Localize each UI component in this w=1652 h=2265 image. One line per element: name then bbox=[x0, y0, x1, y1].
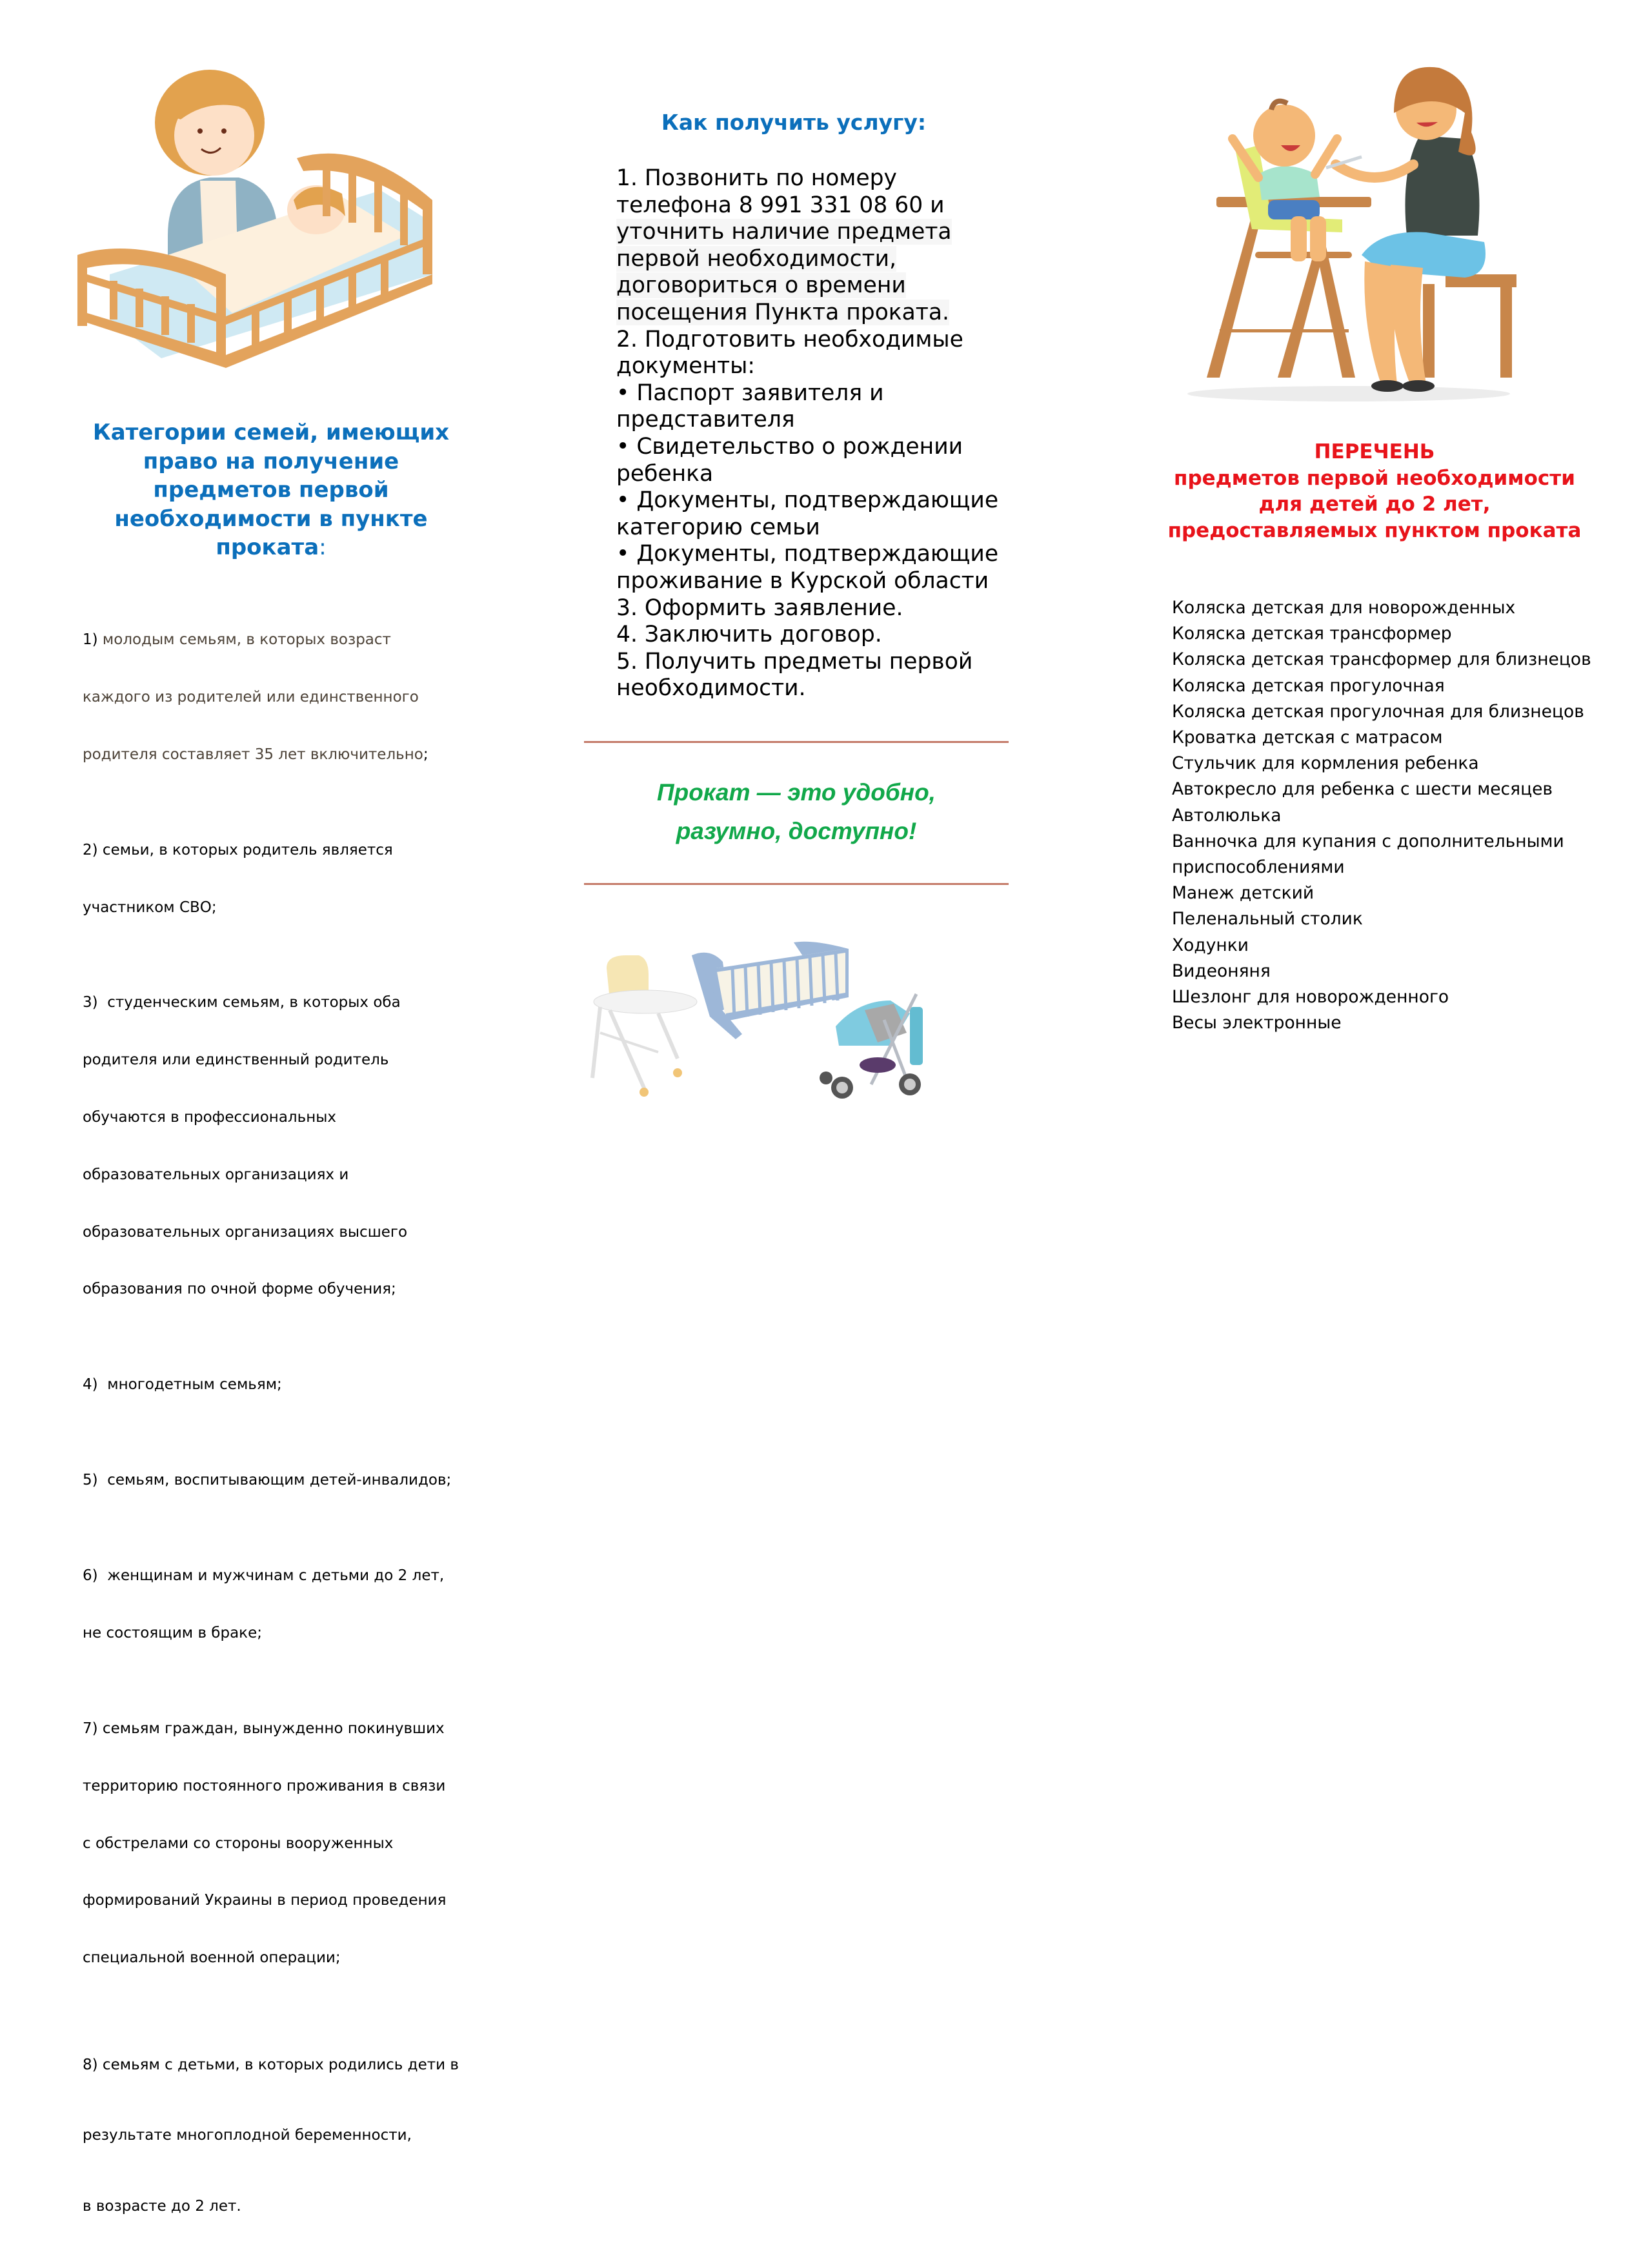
feeding-illustration-icon bbox=[1168, 55, 1516, 403]
category-item bbox=[83, 1681, 496, 2006]
category-line bbox=[83, 1567, 496, 1586]
rental-item: Стульчик для кормления ребенка bbox=[1172, 753, 1479, 774]
category-number: 6) bbox=[83, 1567, 98, 1585]
category-line bbox=[83, 746, 496, 765]
category-line bbox=[83, 1471, 496, 1490]
category-line: образовательных организациях и bbox=[83, 1166, 349, 1183]
step-line bbox=[616, 568, 1003, 595]
step-line bbox=[616, 407, 1003, 434]
rental-item: Коляска детская для новорожденных bbox=[1172, 598, 1516, 618]
step-line bbox=[616, 622, 1003, 649]
category-item bbox=[83, 1337, 496, 1433]
category-item bbox=[83, 803, 496, 956]
eligible-categories-list bbox=[83, 593, 496, 2265]
step-text: • Свидетельство о рождении bbox=[616, 433, 963, 460]
rental-item: Автокресло для ребенка с шести месяцев bbox=[1172, 779, 1553, 800]
category-text: студенческим семьям, в которых оба bbox=[102, 994, 401, 1011]
category-line: родителя или единственный родитель bbox=[83, 1051, 389, 1069]
heading-line: предоставляемых пунктом проката bbox=[1167, 518, 1582, 542]
mother-crib-illustration bbox=[71, 61, 452, 384]
step-text: необходимости. bbox=[616, 675, 806, 702]
category-number: 7) bbox=[83, 1720, 98, 1738]
category-line bbox=[83, 1720, 496, 1739]
category-line: образовательных организациях высшего bbox=[83, 1223, 408, 1241]
category-item bbox=[83, 1433, 496, 1529]
category-text: семьи, в которых родитель является bbox=[102, 841, 393, 858]
step-text: посещения Пункта проката. bbox=[616, 299, 949, 325]
step-text: первой необходимости, bbox=[616, 245, 897, 272]
rental-item: Коляска детская трансформер bbox=[1172, 624, 1452, 644]
step-line bbox=[616, 272, 1003, 300]
category-line bbox=[83, 631, 496, 650]
step-text: телефона 8 991 331 08 60 и bbox=[616, 192, 945, 218]
category-number: 3) bbox=[83, 994, 98, 1011]
category-text: молодым семьям, в которых возраст bbox=[102, 631, 391, 649]
rental-item: Коляска детская прогулочная bbox=[1172, 675, 1445, 696]
step-line bbox=[616, 246, 1003, 273]
step-text: • Паспорт заявителя и bbox=[616, 380, 884, 406]
heading-last-word: проката bbox=[216, 534, 319, 560]
high-chair-icon bbox=[592, 955, 697, 1097]
rental-item: Манеж детский bbox=[1172, 883, 1315, 904]
step-line bbox=[616, 675, 1003, 702]
rental-item: Автолюлька bbox=[1172, 805, 1282, 826]
category-line bbox=[83, 1376, 496, 1395]
crib-photo-icon bbox=[692, 942, 849, 1039]
baby-equipment-photo bbox=[587, 929, 962, 1104]
rental-item: Шезлонг для новорожденного bbox=[1172, 987, 1449, 1008]
rental-item: Коляска детская трансформер для близнецов bbox=[1172, 649, 1591, 670]
heading-line: предметов первой bbox=[153, 477, 389, 503]
rental-item: Весы электронные bbox=[1172, 1013, 1342, 1033]
rental-item: Ванночка для купания с дополнительными bbox=[1172, 831, 1564, 851]
step-line bbox=[616, 327, 1003, 354]
step-text: • Документы, подтверждающие bbox=[616, 487, 999, 514]
step-line bbox=[616, 487, 1003, 514]
items-list-heading bbox=[1136, 439, 1613, 543]
category-text: семьям с детьми, в которых родились дети в bbox=[102, 2056, 459, 2073]
step-line bbox=[616, 434, 1003, 461]
rental-items-list bbox=[1172, 595, 1624, 1036]
category-text: женщинам и мужчинам с детьми до 2 лет, bbox=[102, 1567, 445, 1585]
step-text: 3. Оформить заявление. bbox=[616, 594, 903, 621]
category-line: с обстрелами со стороны вооруженных bbox=[83, 1834, 394, 1852]
crib-illustration-icon bbox=[71, 61, 452, 384]
step-line bbox=[616, 192, 1003, 219]
category-line: образования по очной форме обучения; bbox=[83, 1281, 396, 1298]
heading-line: право на получение bbox=[143, 448, 399, 474]
category-number: 8) bbox=[83, 2056, 98, 2073]
step-line bbox=[616, 649, 1003, 676]
category-item bbox=[83, 593, 496, 803]
step-text: категорию семьи bbox=[616, 514, 820, 540]
category-text: многодетным семьям; bbox=[102, 1376, 282, 1394]
category-text: семьям граждан, вынужденно покинувших bbox=[102, 1720, 445, 1738]
category-item bbox=[83, 955, 496, 1337]
category-item bbox=[83, 2006, 496, 2265]
category-line: территорию постоянного проживания в связи bbox=[83, 1777, 446, 1794]
category-line bbox=[83, 2053, 496, 2077]
category-line: специальной военной операции; bbox=[83, 1949, 341, 1967]
step-line bbox=[616, 514, 1003, 542]
heading-line: Категории семей, имеющих bbox=[92, 420, 450, 445]
category-number: 1) bbox=[83, 631, 98, 649]
divider-top bbox=[584, 741, 1009, 743]
mother-feeding-illustration bbox=[1168, 55, 1516, 403]
category-line: не состоящим в браке; bbox=[83, 1625, 262, 1642]
how-to-get-service-title: Как получить услугу: bbox=[661, 110, 927, 135]
category-line: в возрасте до 2 лет. bbox=[83, 2197, 241, 2215]
category-line: формирований Украины в период проведения bbox=[83, 1892, 447, 1909]
stroller-photo-icon bbox=[820, 994, 923, 1099]
step-line bbox=[616, 541, 1003, 568]
step-text: документы: bbox=[616, 353, 755, 380]
category-number: 4) bbox=[83, 1376, 98, 1394]
step-text: уточнить наличие предмета bbox=[616, 219, 952, 245]
slogan-line: разумно, доступно! bbox=[676, 818, 917, 844]
step-text: 4. Заключить договор. bbox=[616, 622, 882, 648]
step-line bbox=[616, 219, 1003, 246]
step-line bbox=[616, 353, 1003, 380]
heading-line: ПЕРЕЧЕНЬ bbox=[1314, 440, 1435, 463]
eligible-categories-heading bbox=[71, 418, 471, 562]
rental-item: Видеоняня bbox=[1172, 960, 1271, 981]
step-text: 2. Подготовить необходимые bbox=[616, 326, 963, 352]
step-text: 5. Получить предметы первой bbox=[616, 648, 973, 675]
heading-line: необходимости в пункте bbox=[114, 505, 428, 532]
category-item bbox=[83, 1529, 496, 1681]
baby-equipment-icon bbox=[587, 929, 962, 1104]
heading-line: предметов первой необходимости bbox=[1174, 466, 1575, 490]
category-number: 5) bbox=[83, 1472, 98, 1489]
category-line: участником СВО; bbox=[83, 899, 217, 916]
slogan bbox=[584, 773, 1009, 851]
heading-colon: : bbox=[319, 534, 327, 560]
heading-line bbox=[71, 533, 471, 562]
rental-item: Кроватка детская с матрасом bbox=[1172, 727, 1443, 748]
rental-item: приспособлениями bbox=[1172, 857, 1345, 878]
category-number: 2) bbox=[83, 841, 98, 858]
step-text: 1. Позвонить по номеру bbox=[616, 165, 897, 191]
category-text: семьям, воспитывающим детей-инвалидов; bbox=[102, 1472, 452, 1489]
step-line bbox=[616, 595, 1003, 622]
step-line bbox=[616, 380, 1003, 407]
category-line: обучаются в профессиональных bbox=[83, 1109, 336, 1126]
category-line bbox=[83, 841, 496, 860]
step-text: проживание в Курской области bbox=[616, 567, 989, 594]
step-text: представителя bbox=[616, 407, 795, 433]
step-text: • Документы, подтверждающие bbox=[616, 541, 999, 567]
slogan-line: Прокат — это удобно, bbox=[657, 779, 936, 806]
step-line bbox=[616, 165, 1003, 192]
step-text: договориться о времени bbox=[616, 272, 906, 299]
rental-item: Коляска детская прогулочная для близнецов bbox=[1172, 701, 1584, 722]
category-line bbox=[83, 993, 496, 1013]
category-line: каждого из родителей или единственного bbox=[83, 688, 419, 706]
service-steps bbox=[616, 165, 1003, 702]
heading-line: для детей до 2 лет, bbox=[1258, 493, 1491, 516]
category-line: результате многоплодной беременности, bbox=[83, 2127, 412, 2144]
step-text: ребенка bbox=[616, 460, 714, 487]
step-line bbox=[616, 300, 1003, 327]
step-line bbox=[616, 461, 1003, 488]
divider-bottom bbox=[584, 883, 1009, 885]
category-text: родителя составляет 35 лет включительно bbox=[83, 746, 423, 763]
rental-item: Ходунки bbox=[1172, 935, 1249, 955]
category-end: ; bbox=[423, 746, 428, 763]
rental-item: Пеленальный столик bbox=[1172, 909, 1363, 929]
